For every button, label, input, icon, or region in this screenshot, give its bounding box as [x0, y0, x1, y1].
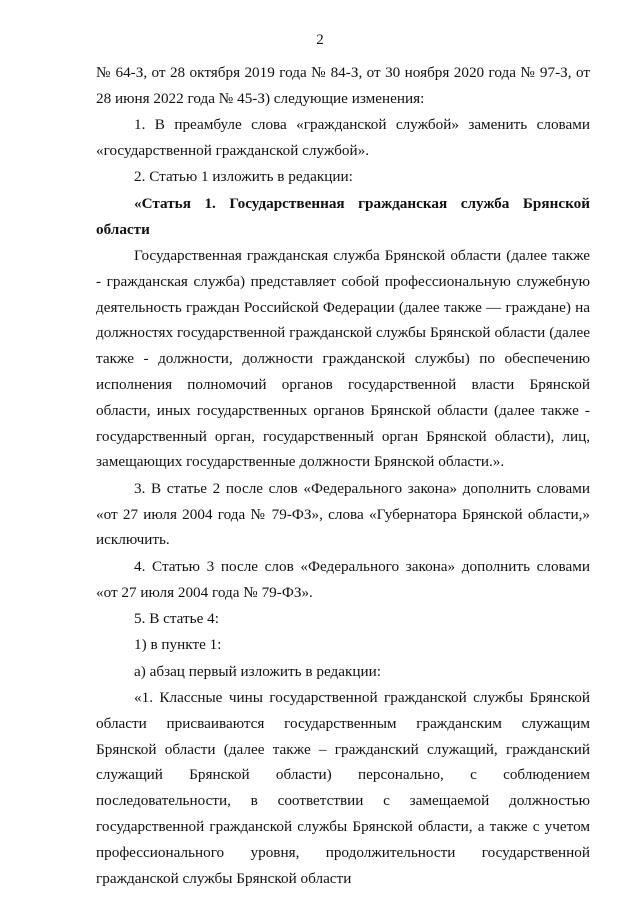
paragraph-item-4-article-3: 4. Статью 3 после слов «Федерального закона» дополнить словами «от 27 июля 2004 года № 79-ФЗ». — [96, 557, 590, 601]
paragraph-item-5-article-4: 5. В статье 4: — [134, 609, 219, 627]
paragraph-subitem-a: а) абзац первый изложить в редакции: — [134, 662, 381, 680]
paragraph-amendment-list-end: № 64-З, от 28 октября 2019 года № 84-З, от 30 ноября 2020 года № 97-З, от 28 июня 2022 года № 45-З) следующие изменения: — [96, 64, 590, 107]
paragraph-item-2-article-1: 2. Статью 1 изложить в редакции: — [134, 168, 353, 186]
paragraph-subitem-1-point-1: 1) в пункте 1: — [134, 636, 222, 654]
paragraph-item-3-article-2: 3. В статье 2 после слов «Федерального закона» дополнить словами «от 27 июля 2004 года № 79-ФЗ», слова «Губернатора Брянской области,» исключить. — [96, 479, 590, 549]
article-1-heading: «Статья 1. Государственная гражданская служба Брянской области — [96, 194, 590, 238]
paragraph-item-1-preamble: 1. В преамбуле слова «гражданской службой» заменить словами «государственной гражданской службой». — [96, 116, 590, 159]
document-body — [96, 60, 590, 892]
paragraph-article-1-text: Государственная гражданская служба Брянской области (далее также - гражданская служба) представляет собой профессиональную служебную деятельность граждан Российской Федерации (далее также — граждане) на должностях государственной гражданской службы Брянской области (далее также - должности, должности гражданской службы) по обеспечению исполнения полномочий органов государственной власти Брянской области, иных государственных органов Брянской области (далее также - государственный орган, государственный орган Брянской области), лиц, замещающих государственные должности Брянской области.». — [96, 246, 590, 471]
paragraph-class-ranks-text: «1. Классные чины государственной гражданской службы Брянской области присваиваются государственным гражданским служащим Брянской области (далее также – гражданский служащий, гражданский служащий Брянской области) персонально, с соблюдением последовательности, в соответствии с замещаемой должностью государственной гражданской службы Брянской области, а также с учетом профессионального уровня, продолжительности государственной гражданской службы Брянской области — [96, 689, 590, 887]
page-number: 2 — [316, 32, 324, 48]
